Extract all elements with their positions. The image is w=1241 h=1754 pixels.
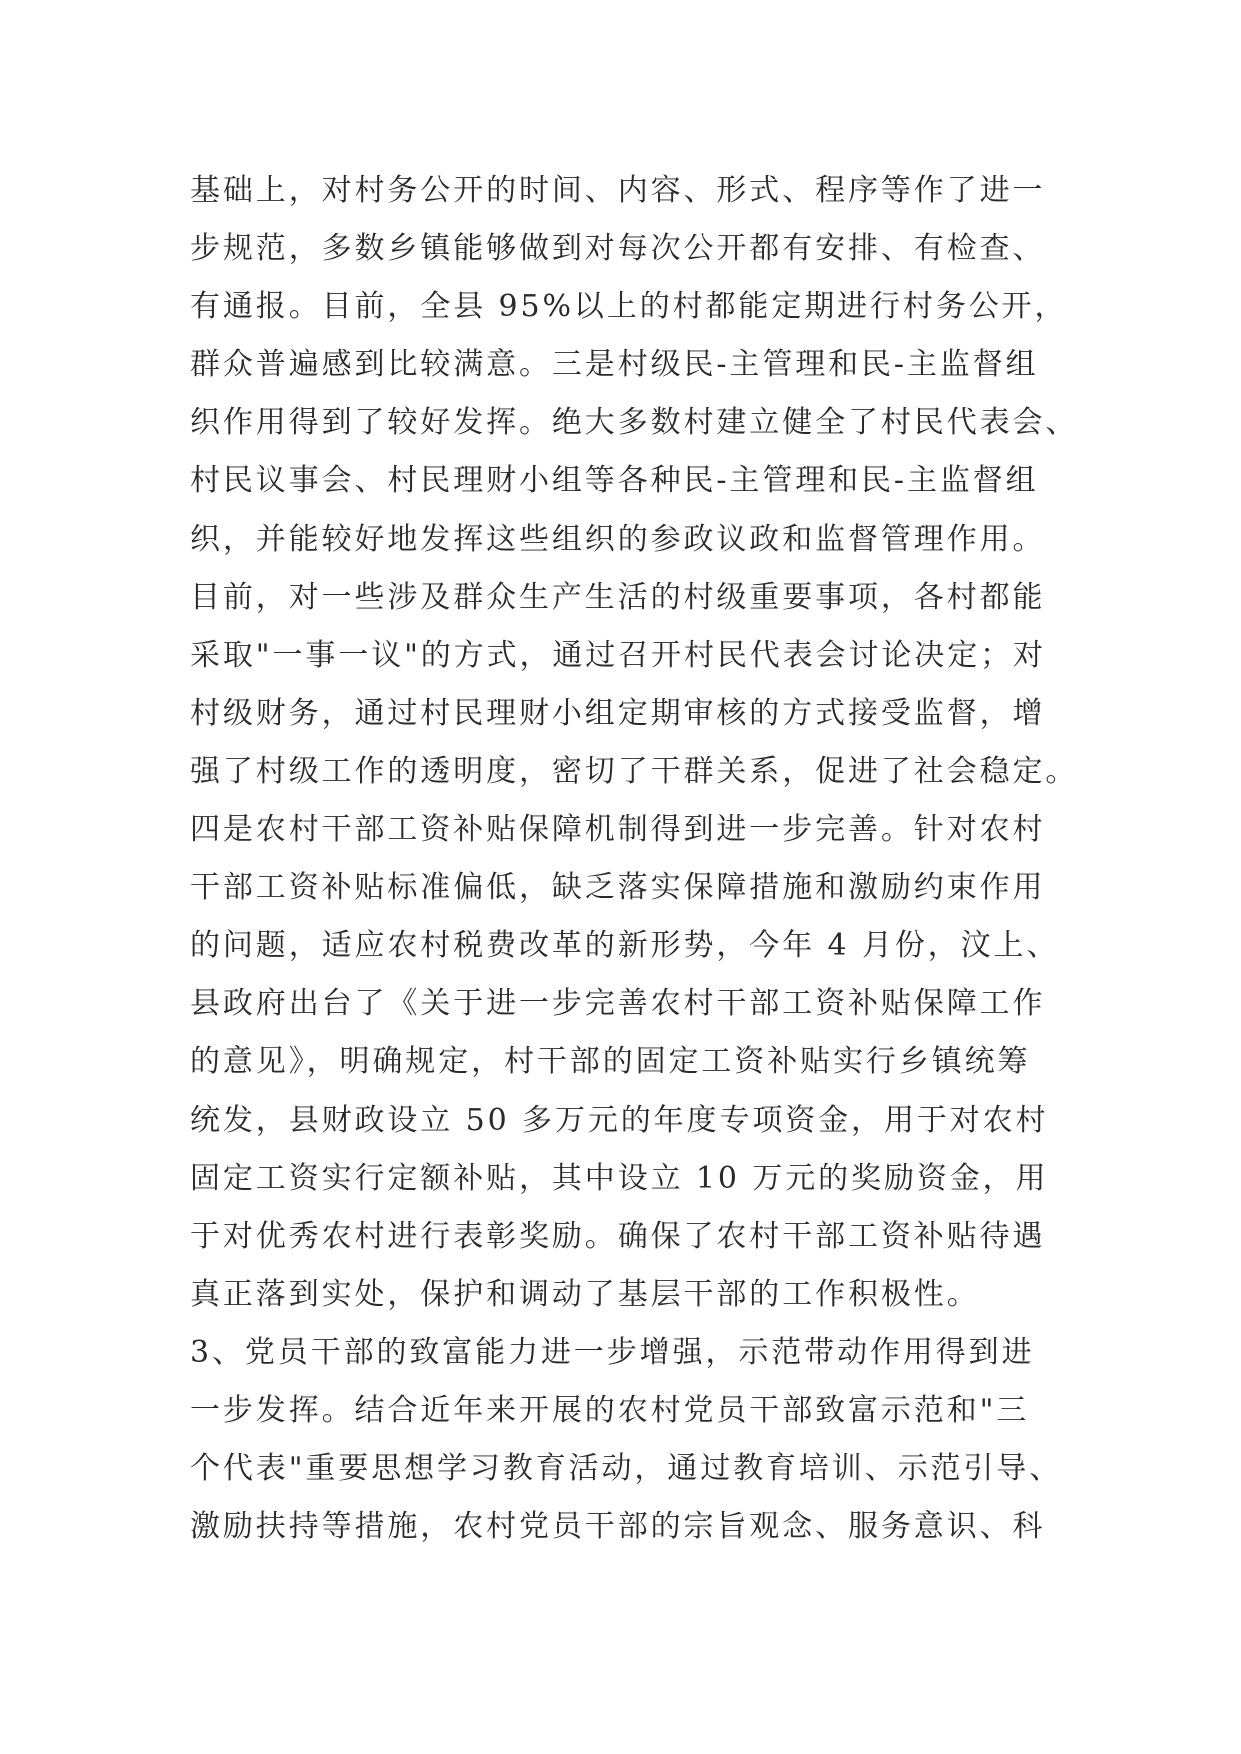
- text-line: 固定工资实行定额补贴，其中设立 10 万元的奖励资金，用: [190, 1160, 1049, 1196]
- text-line: 有通报。目前，全县 95%以上的村都能定期进行村务公开，: [190, 289, 1068, 325]
- text-line: 激励扶持等措施，农村党员干部的宗旨观念、服务意识、科: [190, 1509, 1046, 1545]
- text-line: 于对优秀农村进行表彰奖励。确保了农村干部工资补贴待遇: [190, 1218, 1046, 1254]
- text-line: 统发，县财政设立 50 多万元的年度专项资金，用于对农村: [190, 1102, 1049, 1138]
- body-text: [190, 162, 1079, 1556]
- text-line: 织，并能较好地发挥这些组织的参政议政和监督管理作用。: [190, 521, 1046, 557]
- text-line: 的意见》，明确规定，村干部的固定工资补贴实行乡镇统筹: [190, 1044, 1031, 1080]
- text-line: 村民议事会、村民理财小组等各种民-主管理和民-主监督组: [190, 463, 1039, 499]
- text-line: 个代表"重要思想学习教育活动，通过教育培训、示范引导、: [190, 1451, 1063, 1487]
- text-line: 强了村级工作的透明度，密切了干群关系，促进了社会稳定。: [190, 753, 1079, 789]
- text-line: 一步发挥。结合近年来开展的农村党员干部致富示范和"三: [190, 1392, 1030, 1428]
- text-line: 采取"一事一议"的方式，通过召开村民代表会讨论决定；对: [190, 637, 1046, 673]
- text-line: 村级财务，通过村民理财小组定期审核的方式接受监督，增: [190, 695, 1046, 731]
- text-line: 群众普遍感到比较满意。三是村级民-主管理和民-主监督组: [190, 347, 1039, 383]
- text-line: 真正落到实处，保护和调动了基层干部的工作积极性。: [190, 1276, 980, 1312]
- text-line: 四是农村干部工资补贴保障机制得到进一步完善。针对农村: [190, 812, 1046, 848]
- text-line: 基础上，对村务公开的时间、内容、形式、程序等作了进一: [190, 173, 1046, 208]
- text-line: 织作用得到了较好发挥。绝大多数村建立健全了村民代表会、: [190, 405, 1079, 441]
- text-line: 干部工资补贴标准偏低，缺乏落实保障措施和激励约束作用: [190, 870, 1046, 906]
- text-line: 目前，对一些涉及群众生产生活的村级重要事项，各村都能: [190, 579, 1046, 615]
- text-line: 县政府出台了《关于进一步完善农村干部工资补贴保障工作: [190, 986, 1046, 1022]
- text-line: 步规范，多数乡镇能够做到对每次公开都有安排、有检查、: [190, 231, 1046, 267]
- text-line: 3、党员干部的致富能力进一步增强，示范带动作用得到进: [190, 1334, 1035, 1370]
- text-line: 的问题，适应农村税费改革的新形势，今年 4 月份，汶上、: [190, 928, 1060, 964]
